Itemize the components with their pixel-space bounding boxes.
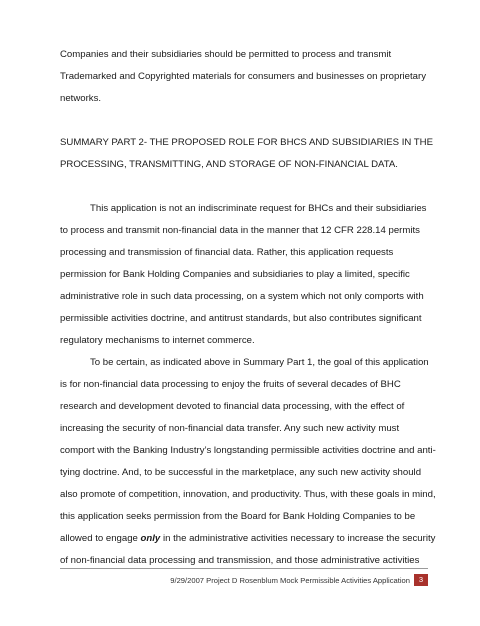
page-number: 3 xyxy=(414,574,428,586)
emphasis-only: only xyxy=(140,533,161,544)
paragraph-3-text-a: To be certain, as indicated above in Summary Part 1, the goal of this application is for non-financial data processing to enjoy the fruits of several decades of BHC research and development devoted to financial data processing, with the effect of increasing the security of non-financial data transfer. Any such new activity must comport with the Banking Industry’s longstanding permissible activities doctrine and anti-tying doctrine. And, to be successful in the marketplace, any such new activity should also promote of competition, innovation, and productivity. Thus, with these goals in mind, this application seeks permission from the Board for Bank Holding Companies to be allowed to engage xyxy=(60,357,436,544)
body-text xyxy=(60,44,436,572)
paragraph-1: Companies and their subsidiaries should be permitted to process and transmit Trademarked and Copyrighted materials for consumers and businesses on proprietary networks. xyxy=(60,49,426,104)
paragraph-3 xyxy=(60,352,436,572)
paragraph-2: This application is not an indiscriminate request for BHCs and their subsidiaries to process and transmit non-financial data in the manner that 12 CFR 228.14 permits processing and transmission of financial data. Rather, this application requests permission for Bank Holding Companies and subsidiaries to play a limited, specific administrative role in such data processing, on a system which not only comports with permissible activities doctrine, and antitrust standards, but also contributes significant regulatory mechanisms to internet commerce. xyxy=(60,203,427,346)
section-heading: SUMMARY PART 2- THE PROPOSED ROLE FOR BHCS AND SUBSIDIARIES IN THE PROCESSING, TRANSMITTING, AND STORAGE OF NON-FINANCIAL DATA. xyxy=(60,137,433,170)
footer-text: 9/29/2007 Project D Rosenblum Mock Permissible Activities Application xyxy=(170,575,410,585)
paragraph-3-text-b: in the administrative activities necessary to increase the security of non-financial data processing and transmission, and those administrative activities xyxy=(60,533,436,566)
footer-divider xyxy=(60,568,428,569)
page-footer xyxy=(60,568,428,586)
